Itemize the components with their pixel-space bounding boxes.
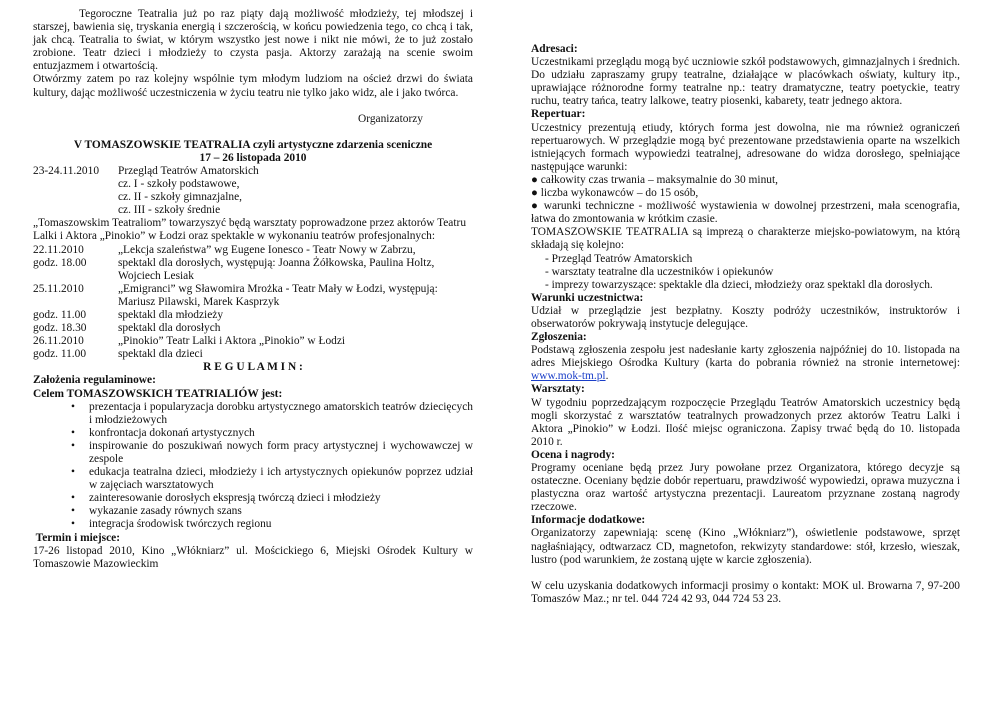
schedule-date: godz. 11.00 — [33, 348, 87, 361]
schedule-text: spektakl dla dorosłych, występują: Joanna Żółkowska, Paulina Holtz, — [118, 256, 435, 269]
adresaci-text: Uczestnikami przeglądu mogą być uczniowie szkół podstawowych, gimnazjalnych i średnich. Do udziału zapraszamy grupy teatralne, działające w placówkach oświaty, kultury itp., uprawiające różnorodne formy teatralne np.: teatry dramatyczne, teatry poetyckie, teatry ruchu, teatry tańca, teatry lalkowe, teatry piosenki, kabarety, teatr jednego aktora. — [531, 56, 960, 108]
info-text: Organizatorzy zapewniają: scenę (Kino „Włókniarz”), oświetlenie podstawowe, sprzęt nagłaśniający, odtwarzacz CD, magnetofon, rekwizyty standardowe: stół, krzesło, wieszak, lustro (pod warunkiem, że zostaną ujęte w karcie zgłoszenia). — [531, 527, 960, 566]
schedule-text: „Emigranci” wg Sławomira Mrożka - Teatr Mały w Łodzi, występują: — [118, 282, 438, 295]
schedule-date: 23-24.11.2010 — [33, 164, 100, 177]
bullet-icon: • — [71, 492, 75, 505]
schedule-date: godz. 18.30 — [33, 322, 87, 335]
event-title: V TOMASZOWSKIE TEATRALIA czyli artystyczne zdarzenia sceniczne — [73, 138, 433, 151]
list-item: • zainteresowanie dorosłych ekspresją twórczą dzieci i młodzieży — [71, 492, 381, 505]
schedule-text: „Lekcja szaleństwa” wg Eugene Ionesco - Teatr Nowy w Zabrzu, — [118, 243, 416, 256]
schedule-line: cz. I - szkoły podstawowe, — [118, 178, 240, 191]
zalozenia-heading: Założenia regulaminowe: — [33, 374, 156, 387]
condition-item: ● warunki techniczne - możliwość wystawienia w dowolnej przestrzeni, mała scenografia, łatwa do zmontowania w krótkim czasie. — [531, 200, 960, 226]
bullet-icon: • — [71, 426, 75, 439]
schedule-text: Przegląd Teatrów Amatorskich — [118, 164, 259, 177]
list-item: • edukacja teatralna dzieci, młodzieży i ich artystycznych opiekunów poprzez udział w zajęciach warsztatowych — [71, 466, 473, 492]
termin-heading: Termin i miejsce: — [33, 531, 120, 544]
zgloszenia-text: Podstawą zgłoszenia zespołu jest nadesłanie karty zgłoszenia najpóźniej do 10. listopada na adres Miejskiego Ośrodka Kultury (karta do pobrania również na stronie internetowej: www.mok-tm.pl. — [531, 344, 960, 383]
schedule-item — [33, 283, 473, 296]
schedule-item — [33, 322, 473, 335]
list-item: • wykazanie zasady równych szans — [71, 505, 242, 518]
condition-item: ● całkowity czas trwania – maksymalnie do 30 minut, — [531, 173, 778, 186]
adresaci-heading: Adresaci: — [531, 43, 578, 55]
repertuar-text: Uczestnicy prezentują etiudy, których forma jest dowolna, nie ma również ograniczeń repertuarowych. W przeglądzie mogą być prezentowane przedstawienia oparte na wszelkich istniejących formach wypowiedzi teatralnej, adresowane do widza dorosłego, spełniające następujące warunki: — [531, 121, 960, 173]
component-item: - Przegląd Teatrów Amatorskich — [545, 252, 693, 265]
website-link[interactable]: www.mok-tm.pl — [531, 370, 606, 383]
schedule-date: 26.11.2010 — [33, 335, 84, 348]
workshops-note: „Tomaszowskim Teatraliom” towarzyszyć będą warsztaty poprowadzone przez aktorów Teatru Lalki i Aktora „Pinokio” w Łodzi oraz spektakle w wykonaniu teatrów profesjonalnych: — [33, 217, 467, 243]
schedule-item — [33, 244, 473, 257]
schedule-item — [33, 335, 473, 348]
schedule-text: spektakl dla dzieci — [118, 348, 203, 361]
zgloszenia-heading: Zgłoszenia: — [531, 331, 587, 344]
impreza-text: TOMASZOWSKIE TEATRALIA są imprezą o charakterze miejsko-powiatowym, na którą składają się kolejno: — [531, 226, 960, 252]
warsztaty-text: W tygodniu poprzedzającym rozpoczęcie Przeglądu Teatrów Amatorskich uczestnicy będą mogli skorzystać z warsztatów teatralnych prowadzonych przez aktorów Teatru Lalki i Aktora „Pinokio” w Łodzi. Ilość miejsc ograniczona. Zapisy trwać będą do 10. listopada 2010 r. — [531, 396, 960, 448]
left-column — [33, 8, 473, 571]
regulamin-title: R E G U L A M I N : — [203, 361, 303, 374]
list-item: • inspirowanie do poszukiwań nowych form pracy artystycznej i wychowawczej w zespole — [71, 439, 473, 465]
bullet-icon: • — [71, 505, 75, 518]
bullet-icon: • — [71, 466, 75, 479]
signature: Organizatorzy — [358, 112, 423, 125]
schedule-line: cz. III - szkoły średnie — [118, 204, 221, 217]
event-dates: 17 – 26 listopada 2010 — [199, 151, 307, 164]
info-heading: Informacje dodatkowe: — [531, 514, 646, 527]
warsztaty-heading: Warsztaty: — [531, 383, 585, 396]
schedule-text: spektakl dla młodzieży — [118, 308, 224, 321]
condition-item: ● liczba wykonawców – do 15 osób, — [531, 187, 699, 200]
schedule-item — [33, 348, 473, 361]
repertuar-heading: Repertuar: — [531, 108, 586, 121]
schedule-text: „Pinokio” Teatr Lalki i Aktora „Pinokio” w Łodzi — [118, 335, 346, 348]
list-item: • integracja środowisk twórczych regionu — [71, 518, 272, 531]
bullet-icon: • — [71, 439, 75, 452]
bullet-icon: • — [71, 518, 75, 531]
schedule-item — [33, 309, 473, 322]
schedule-text: spektakl dla dorosłych — [118, 322, 221, 335]
component-item: - warsztaty teatralne dla uczestników i opiekunów — [545, 265, 774, 278]
intro-paragraph-1: Tegoroczne Teatralia już po raz piąty dają możliwość młodzieży, tej młodszej i starszej, bawienia się, tryskania energią i szczerością, w końcu powiedzenia tego, co chcą i tak, jak chcą. Teatralia to świat, w którym wszystko jest nowe i nikt nie mówi, że to już zostało zrobione. Teatr dzieci i młodzieży to czysta pasja. Aktorzy zarażają na scenie swoim entuzjazmem i otwartością. — [33, 8, 473, 73]
warunki-text: Udział w przeglądzie jest bezpłatny. Koszty podróży uczestników, instruktorów i obserwatorów pokrywają instytucje delegujące. — [531, 304, 960, 330]
schedule-item — [33, 165, 473, 178]
intro-paragraph-2: Otwórzmy zatem po raz kolejny wspólnie tym młodym ludziom na oścież drzwi do świata kultury, dając możliwość uczestniczenia w życiu teatru nie tylko jako widz, ale i jako twórca. — [33, 73, 473, 99]
schedule-date: 22.11.2010 — [33, 243, 84, 256]
warunki-heading: Warunki uczestnictwa: — [531, 291, 644, 304]
right-column — [531, 43, 960, 606]
schedule-item — [33, 257, 473, 270]
goals-list — [33, 401, 473, 532]
contact-text: W celu uzyskania dodatkowych informacji prosimy o kontakt: MOK ul. Browarna 7, 97-200 Tomaszów Maz.; nr tel. 044 724 42 93, 044 724 53 23. — [531, 579, 960, 605]
schedule-line: Mariusz Pilawski, Marek Kasprzyk — [118, 295, 280, 308]
ocena-heading: Ocena i nagrody: — [531, 448, 615, 461]
cele-heading: Celem TOMASZOWSKICH TEATRIALIÓW jest: — [33, 387, 283, 400]
schedule-date: godz. 11.00 — [33, 308, 87, 321]
list-item: • prezentacja i popularyzacja dorobku artystycznego amatorskich teatrów dziecięcych i młodzieżowych — [71, 400, 473, 426]
schedule-date: 25.11.2010 — [33, 282, 84, 295]
list-item: • konfrontacja dokonań artystycznych — [71, 426, 255, 439]
schedule-line: cz. II - szkoły gimnazjalne, — [118, 191, 242, 204]
termin-text: 17-26 listopad 2010, Kino „Włókniarz” ul. Mościckiego 6, Miejski Ośrodek Kultury w Tomaszowie Mazowieckim — [33, 544, 473, 570]
component-item: - imprezy towarzyszące: spektakle dla dzieci, młodzieży oraz spektakl dla dorosłych. — [545, 278, 933, 291]
schedule-date: godz. 18.00 — [33, 256, 87, 269]
bullet-icon: • — [71, 400, 75, 413]
schedule-line: Wojciech Lesiak — [118, 269, 194, 282]
ocena-text: Programy oceniane będą przez Jury powołane przez Organizatora, którego decyzje są ostateczne. Oceniany będzie dobór repertuaru, prawdziwość wypowiedzi, oprawa muzyczna i plastyczna oraz wartość artystyczna prezentacji. Laureatom przyznane zostaną nagrody rzeczowe. — [531, 462, 960, 514]
